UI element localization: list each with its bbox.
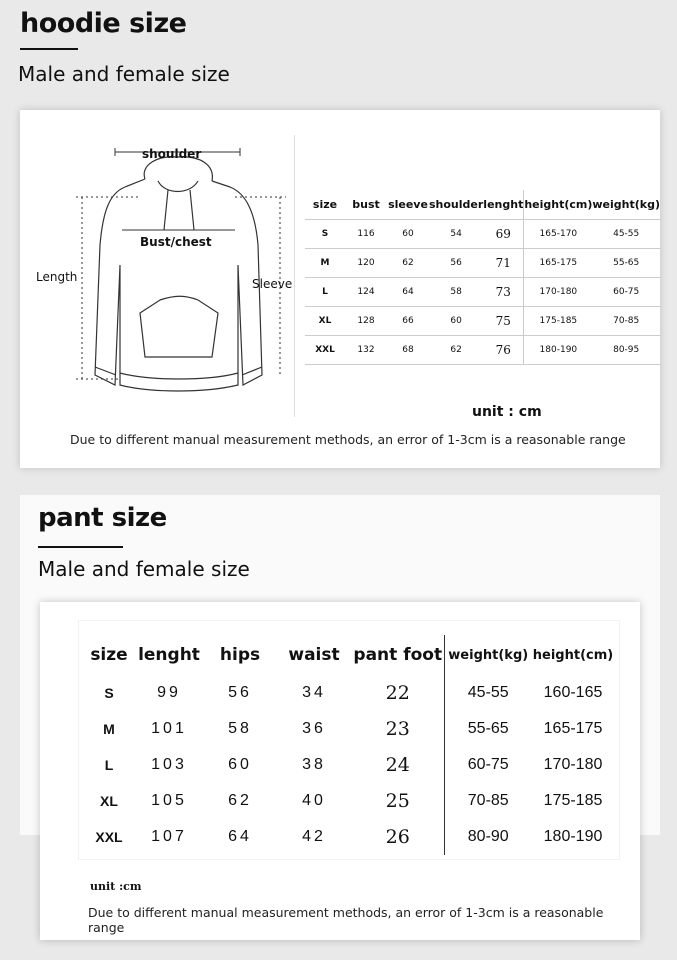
sleeve-label: Sleeve — [252, 277, 293, 291]
header-height: height(cm) — [524, 190, 593, 219]
hoodie-measurement-note: Due to different manual measurement methods, an error of 1-3cm is a reasonable range — [70, 432, 626, 447]
header-height: height(cm) — [532, 647, 614, 663]
header-sleeve: sleeve — [387, 190, 429, 219]
cell-weight: 45-55 — [444, 675, 532, 711]
cell-length: 73 — [483, 277, 524, 306]
cell-hips: 56 — [228, 684, 252, 701]
cell-hips: 62 — [228, 792, 252, 809]
header-shoulder: shoulder — [429, 190, 483, 219]
cell-size: L — [104, 757, 114, 773]
title-underline — [38, 546, 123, 548]
table-header-row — [305, 190, 660, 219]
cell-length: 69 — [483, 219, 524, 248]
header-size: size — [305, 190, 345, 219]
table-row — [305, 335, 660, 364]
cell-height: 165-170 — [524, 219, 593, 248]
cell-height: 170-180 — [543, 756, 603, 773]
cell-weight: 80-95 — [592, 335, 660, 364]
table-row — [84, 675, 614, 711]
cell-bust: 132 — [345, 335, 387, 364]
cell-length: 103 — [151, 756, 187, 773]
cell-weight: 60-75 — [444, 747, 532, 783]
table-row — [84, 747, 614, 783]
cell-size: XXL — [305, 335, 345, 364]
header-size: size — [90, 645, 128, 665]
cell-hips: 64 — [228, 828, 252, 845]
table-row — [84, 819, 614, 855]
cell-bust: 120 — [345, 248, 387, 277]
cell-size: M — [103, 721, 115, 737]
cell-size: S — [104, 685, 114, 701]
cell-size: XXL — [95, 829, 123, 845]
cell-sleeve: 62 — [387, 248, 429, 277]
cell-height: 165-175 — [524, 248, 593, 277]
cell-size: XL — [305, 306, 345, 335]
cell-waist: 36 — [302, 720, 326, 737]
cell-hips: 58 — [228, 720, 252, 737]
cell-shoulder: 62 — [429, 335, 483, 364]
cell-bust: 124 — [345, 277, 387, 306]
hoodie-section-title: hoodie size — [20, 8, 187, 39]
length-label: Length — [36, 270, 78, 284]
cell-height: 180-190 — [524, 335, 593, 364]
pant-table-container — [78, 620, 620, 860]
cell-height: 165-175 — [543, 720, 603, 737]
cell-pant-foot: 26 — [385, 826, 410, 848]
cell-length: 71 — [483, 248, 524, 277]
cell-sleeve: 60 — [387, 219, 429, 248]
cell-size: XL — [100, 793, 118, 809]
cell-shoulder: 56 — [429, 248, 483, 277]
cell-weight: 60-75 — [592, 277, 660, 306]
cell-pant-foot: 24 — [385, 754, 410, 776]
bust-label: Bust/chest — [140, 235, 212, 249]
header-pant-foot: pant foot — [353, 645, 443, 665]
cell-length: 105 — [151, 792, 187, 809]
table-row — [84, 711, 614, 747]
cell-waist: 40 — [302, 792, 326, 809]
cell-size: S — [305, 219, 345, 248]
cell-waist: 34 — [302, 684, 326, 701]
header-waist: waist — [288, 645, 340, 665]
table-row — [305, 277, 660, 306]
pant-size-card — [40, 602, 640, 940]
cell-height: 175-185 — [543, 792, 603, 809]
table-row — [305, 248, 660, 277]
pant-size-table — [84, 635, 614, 855]
cell-height: 180-190 — [543, 828, 603, 845]
cell-waist: 42 — [302, 828, 326, 845]
hoodie-section-subtitle: Male and female size — [18, 62, 230, 86]
cell-length: 75 — [483, 306, 524, 335]
cell-weight: 70-85 — [592, 306, 660, 335]
cell-height: 175-185 — [524, 306, 593, 335]
cell-bust: 128 — [345, 306, 387, 335]
table-row — [305, 219, 660, 248]
cell-sleeve: 66 — [387, 306, 429, 335]
hoodie-size-card — [20, 110, 660, 468]
shoulder-label: shoulder — [142, 147, 202, 161]
cell-length: 107 — [151, 828, 187, 845]
hoodie-unit-label: unit : cm — [472, 404, 542, 420]
cell-height: 170-180 — [524, 277, 593, 306]
cell-pant-foot: 25 — [385, 790, 410, 812]
cell-waist: 38 — [302, 756, 326, 773]
cell-height: 160-165 — [543, 684, 603, 701]
cell-size: M — [305, 248, 345, 277]
hoodie-size-table — [305, 190, 660, 365]
cell-hips: 60 — [228, 756, 252, 773]
cell-sleeve: 68 — [387, 335, 429, 364]
cell-weight: 45-55 — [592, 219, 660, 248]
hoodie-illustration — [40, 135, 295, 417]
pant-unit-label: unit :cm — [90, 880, 142, 893]
header-bust: bust — [345, 190, 387, 219]
cell-weight: 80-90 — [444, 819, 532, 855]
header-length: lenght — [483, 190, 524, 219]
cell-size: L — [305, 277, 345, 306]
cell-weight: 55-65 — [592, 248, 660, 277]
pant-measurement-note: Due to different manual measurement methods, an error of 1-3cm is a reasonable range — [88, 905, 604, 935]
header-length: lenght — [138, 645, 200, 665]
table-row — [305, 306, 660, 335]
pant-section-subtitle: Male and female size — [38, 557, 250, 581]
cell-length: 76 — [483, 335, 524, 364]
cell-length: 101 — [151, 720, 187, 737]
hoodie-diagram — [36, 135, 295, 417]
pant-section-title: pant size — [38, 503, 167, 533]
cell-shoulder: 54 — [429, 219, 483, 248]
cell-pant-foot: 22 — [385, 682, 410, 704]
cell-shoulder: 60 — [429, 306, 483, 335]
cell-weight: 70-85 — [444, 783, 532, 819]
cell-pant-foot: 23 — [385, 718, 410, 740]
header-hips: hips — [219, 645, 261, 665]
table-header-row — [84, 635, 614, 675]
cell-weight: 55-65 — [444, 711, 532, 747]
table-row — [84, 783, 614, 819]
cell-shoulder: 58 — [429, 277, 483, 306]
header-weight: weight(kg) — [444, 635, 532, 675]
header-weight: weight(kg) — [592, 190, 660, 219]
cell-bust: 116 — [345, 219, 387, 248]
cell-sleeve: 64 — [387, 277, 429, 306]
title-underline — [20, 48, 78, 50]
cell-length: 99 — [157, 684, 181, 701]
